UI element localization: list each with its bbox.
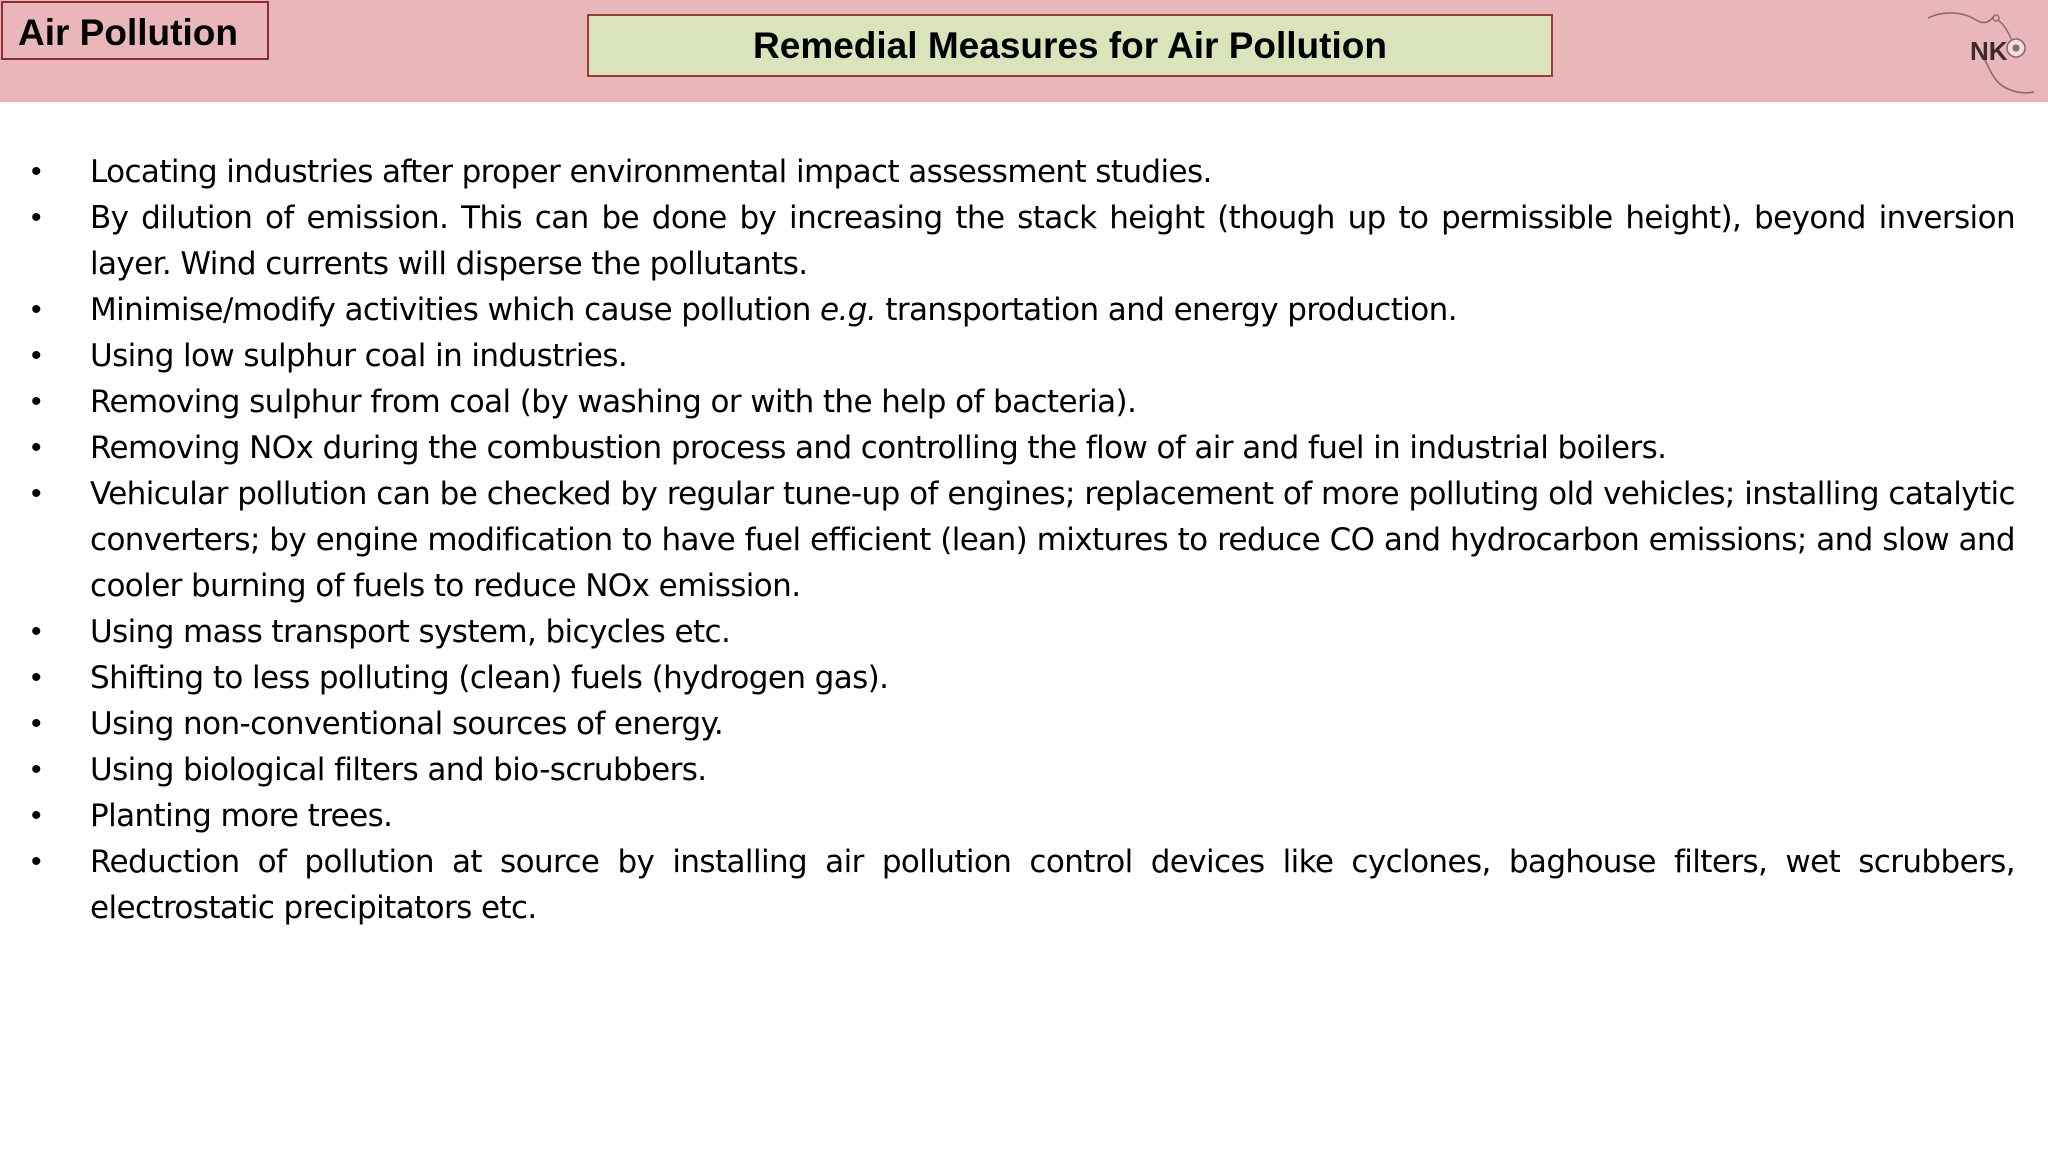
bullet-icon: •	[31, 799, 41, 832]
list-item-text: Using non-conventional sources of energy.	[90, 706, 724, 742]
list-item	[0, 195, 2015, 287]
list-item	[0, 425, 2015, 471]
list-item-text: Using mass transport system, bicycles etc.	[90, 614, 731, 650]
nk-logo-icon	[1924, 8, 2040, 96]
svg-text:NK: NK	[1970, 36, 2008, 66]
list-item-text: Reduction of pollution at source by installing air pollution control devices like cyclones, baghouse filters, wet scrubbers, electrostatic precipitators etc.	[90, 844, 2015, 926]
bullet-icon: •	[31, 431, 41, 464]
bullet-icon: •	[31, 845, 41, 878]
list-item	[0, 471, 2015, 609]
list-item-text: Removing NOx during the combustion process and controlling the flow of air and fuel in industrial boilers.	[90, 430, 1667, 466]
list-item	[0, 149, 2015, 195]
bullet-icon: •	[31, 339, 41, 372]
topic-label: Air Pollution	[1, 1, 269, 60]
list-item-text: Minimise/modify activities which cause pollution	[90, 292, 821, 328]
list-item	[0, 701, 2015, 747]
bullet-icon: •	[31, 155, 41, 188]
list-item-emphasis: e.g.	[820, 292, 877, 328]
list-item	[0, 609, 2015, 655]
list-item	[0, 287, 2015, 333]
list-item	[0, 333, 2015, 379]
list-item	[0, 839, 2015, 931]
list-item-text: transportation and energy production.	[876, 292, 1457, 328]
list-item-text: Vehicular pollution can be checked by regular tune-up of engines; replacement of more polluting old vehicles; installing catalytic converters; by engine modification to have fuel efficient (lean) mixtures to reduce CO and hydrocarbon emissions; and slow and cooler burning of fuels to reduce NOx emission.	[90, 476, 2015, 604]
list-item-text: Removing sulphur from coal (by washing or with the help of bacteria).	[90, 384, 1137, 420]
bullet-icon: •	[31, 201, 41, 234]
bullet-icon: •	[31, 293, 41, 326]
list-item-text: Using low sulphur coal in industries.	[90, 338, 628, 374]
bullet-icon: •	[31, 753, 41, 786]
bullet-list	[0, 149, 2048, 931]
list-item-text: Locating industries after proper environmental impact assessment studies.	[90, 154, 1212, 190]
list-item-text: Using biological filters and bio-scrubbers.	[90, 752, 707, 788]
list-item-text: By dilution of emission. This can be done by increasing the stack height (though up to permissible height), beyond inversion layer. Wind currents will disperse the pollutants.	[90, 200, 2015, 282]
bullet-content	[0, 149, 2048, 931]
bullet-icon: •	[31, 707, 41, 740]
list-item	[0, 747, 2015, 793]
list-item-text: Shifting to less polluting (clean) fuels (hydrogen gas).	[90, 660, 889, 696]
bullet-icon: •	[31, 615, 41, 648]
list-item-text: Planting more trees.	[90, 798, 393, 834]
list-item	[0, 655, 2015, 701]
bullet-icon: •	[31, 477, 41, 510]
list-item	[0, 379, 2015, 425]
bullet-icon: •	[31, 385, 41, 418]
slide-title: Remedial Measures for Air Pollution	[587, 14, 1553, 77]
list-item	[0, 793, 2015, 839]
bullet-icon: •	[31, 661, 41, 694]
